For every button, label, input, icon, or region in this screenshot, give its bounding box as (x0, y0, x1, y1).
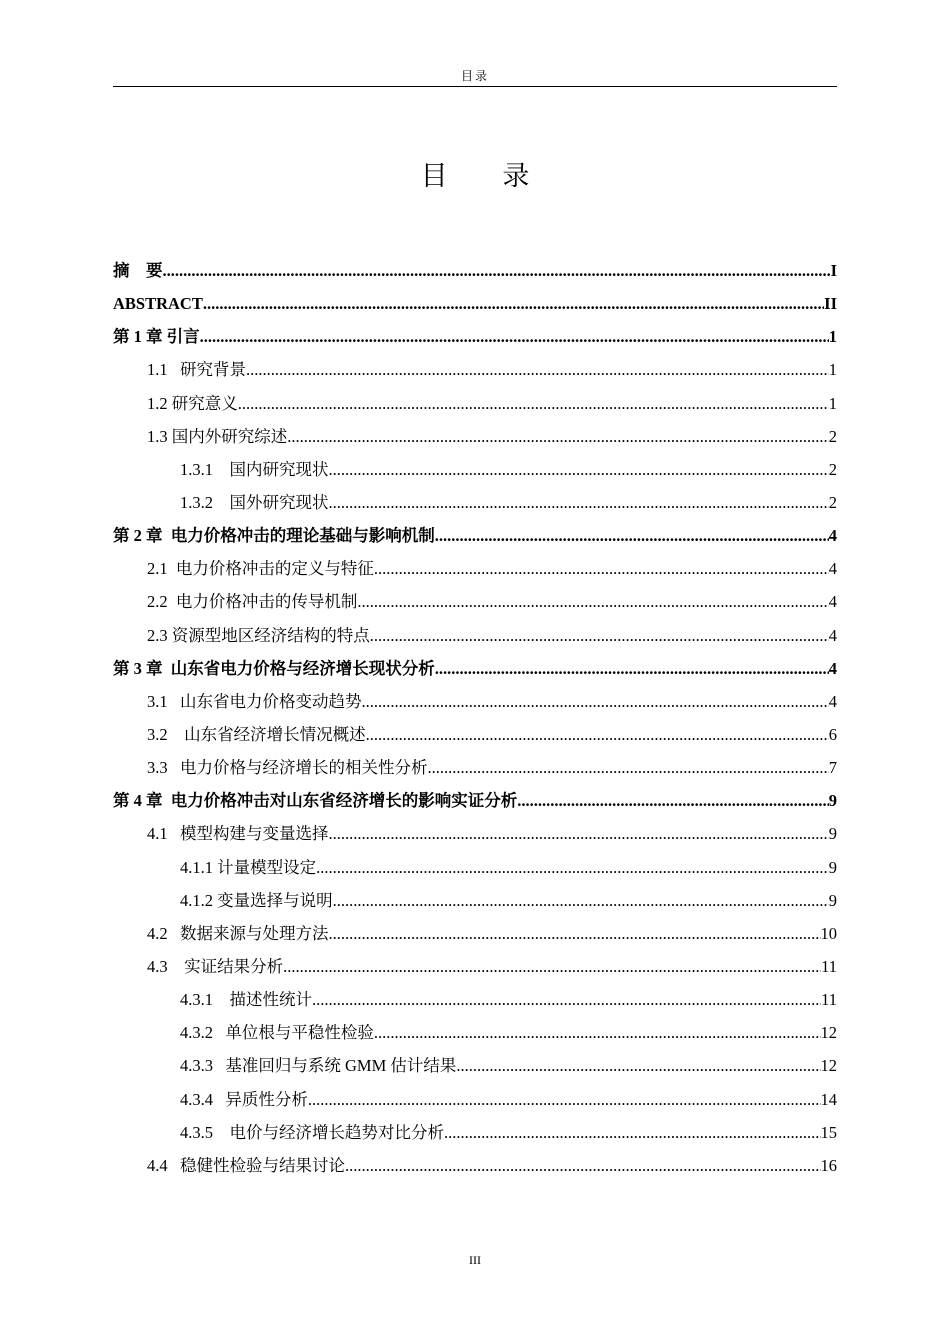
toc-entry-title: 1.2 研究意义 (147, 393, 238, 413)
toc-entry-page: 9 (828, 890, 837, 910)
toc-entry-title: 4.1 模型构建与变量选择 (147, 824, 329, 844)
toc-leader-dots (357, 585, 828, 618)
toc-entry[interactable] (113, 254, 837, 287)
toc-entry[interactable] (113, 552, 837, 585)
toc-leader-dots (435, 652, 829, 685)
toc-entry-title: 3.3 电力价格与经济增长的相关性分析 (147, 758, 428, 778)
toc-leader-dots (329, 453, 829, 486)
toc-leader-dots (345, 1149, 821, 1182)
toc-entry[interactable] (113, 619, 837, 652)
toc-entry-page: 2 (828, 492, 837, 512)
toc-entry[interactable] (113, 420, 837, 453)
toc-leader-dots (312, 983, 821, 1016)
toc-entry-page: 11 (821, 990, 837, 1010)
table-of-contents (113, 254, 837, 1182)
toc-entry-page: 1 (828, 393, 837, 413)
toc-entry-page: 2 (828, 426, 837, 446)
toc-entry-page: I (830, 261, 837, 280)
running-header: 目录 (113, 66, 837, 87)
toc-entry[interactable] (113, 353, 837, 386)
toc-entry[interactable] (113, 1116, 837, 1149)
toc-leader-dots (238, 387, 829, 420)
toc-entry-title: 3.1 山东省电力价格变动趋势 (147, 691, 362, 711)
toc-entry-page: 4 (828, 592, 837, 612)
toc-leader-dots (456, 1049, 820, 1082)
toc-entry-title: 第 1 章 引言 (113, 327, 200, 347)
toc-entry-title: 摘 要 (113, 261, 163, 280)
toc-entry[interactable] (113, 884, 837, 917)
toc-entry[interactable] (113, 1083, 837, 1116)
toc-entry[interactable] (113, 917, 837, 950)
toc-leader-dots (308, 1083, 821, 1116)
toc-entry-page: 4 (828, 559, 837, 579)
toc-entry[interactable] (113, 486, 837, 519)
toc-leader-dots (329, 917, 821, 950)
toc-entry[interactable] (113, 1149, 837, 1182)
toc-entry-title: 4.3.3 基准回归与系统 GMM 估计结果 (180, 1056, 457, 1076)
toc-leader-dots (163, 254, 831, 287)
toc-entry-title: 第 4 章 电力价格冲击对山东省经济增长的影响实证分析 (113, 791, 518, 811)
toc-entry-title: 4.1.1 计量模型设定 (180, 857, 317, 877)
toc-entry-page: 14 (820, 1089, 837, 1109)
toc-entry-page: 6 (828, 724, 837, 744)
toc-entry[interactable] (113, 817, 837, 850)
toc-entry-title: 4.3 实证结果分析 (147, 956, 284, 976)
toc-entry-title: 4.4 稳健性检验与结果讨论 (147, 1155, 345, 1175)
toc-entry-title: 4.2 数据来源与处理方法 (147, 923, 329, 943)
toc-entry-title: 4.3.1 描述性统计 (180, 990, 312, 1010)
toc-entry-title: 4.3.5 电价与经济增长趋势对比分析 (180, 1122, 444, 1142)
toc-entry-page: 1 (828, 360, 837, 380)
toc-entry[interactable] (113, 453, 837, 486)
toc-entry-page: 10 (820, 923, 837, 943)
toc-entry-title: 第 3 章 山东省电力价格与经济增长现状分析 (113, 658, 435, 678)
toc-leader-dots (370, 619, 829, 652)
toc-entry[interactable] (113, 387, 837, 420)
toc-leader-dots (444, 1116, 821, 1149)
toc-leader-dots (428, 751, 829, 784)
toc-entry-title: 1.3.1 国内研究现状 (180, 459, 329, 479)
toc-leader-dots (362, 685, 829, 718)
toc-entry-title: 4.3.4 异质性分析 (180, 1089, 308, 1109)
toc-entry[interactable] (113, 784, 837, 817)
toc-leader-dots (329, 817, 829, 850)
toc-leader-dots (203, 287, 824, 320)
toc-entry-title: 3.2 山东省经济增长情况概述 (147, 724, 366, 744)
toc-entry-title: 第 2 章 电力价格冲击的理论基础与影响机制 (113, 526, 435, 546)
toc-leader-dots (287, 420, 829, 453)
toc-entry[interactable] (113, 287, 837, 320)
toc-entry-title: 2.1 电力价格冲击的定义与特征 (147, 559, 374, 579)
toc-entry-title: ABSTRACT (113, 294, 203, 314)
toc-leader-dots (283, 950, 821, 983)
toc-leader-dots (329, 486, 829, 519)
toc-leader-dots (200, 320, 829, 353)
toc-entry-page: 4 (828, 625, 837, 645)
toc-leader-dots (374, 1016, 821, 1049)
toc-entry-page: 11 (821, 956, 837, 976)
toc-entry-page: 12 (820, 1056, 837, 1076)
toc-entry-title: 1.3 国内外研究综述 (147, 426, 288, 446)
toc-entry[interactable] (113, 1016, 837, 1049)
toc-leader-dots (316, 851, 829, 884)
toc-entry-page: 2 (828, 459, 837, 479)
toc-entry[interactable] (113, 585, 837, 618)
toc-entry-page: 4 (828, 526, 837, 546)
page-title: 目 录 (420, 161, 554, 191)
toc-entry[interactable] (113, 519, 837, 552)
toc-entry-title: 1.3.2 国外研究现状 (180, 492, 329, 512)
toc-entry[interactable] (113, 1049, 837, 1082)
toc-entry-title: 1.1 研究背景 (147, 360, 246, 380)
toc-leader-dots (366, 718, 829, 751)
toc-entry-page: 9 (828, 791, 837, 811)
toc-entry-title: 4.3.2 单位根与平稳性检验 (180, 1023, 374, 1043)
toc-entry[interactable] (113, 652, 837, 685)
toc-leader-dots (517, 784, 829, 817)
toc-entry-page: II (824, 294, 837, 314)
toc-entry[interactable] (113, 751, 837, 784)
toc-entry-page: 4 (828, 658, 837, 678)
toc-entry-page: 9 (828, 857, 837, 877)
toc-entry-title: 4.1.2 变量选择与说明 (180, 890, 333, 910)
toc-leader-dots (333, 884, 829, 917)
page-number: III (469, 1253, 481, 1267)
toc-entry-title: 2.2 电力价格冲击的传导机制 (147, 592, 358, 612)
toc-entry-page: 15 (820, 1122, 837, 1142)
toc-entry[interactable] (113, 950, 837, 983)
toc-leader-dots (246, 353, 829, 386)
toc-entry-page: 16 (820, 1155, 837, 1175)
toc-entry-page: 4 (828, 691, 837, 711)
toc-entry-page: 7 (828, 758, 837, 778)
toc-entry[interactable] (113, 320, 837, 353)
toc-entry[interactable] (113, 851, 837, 884)
toc-entry-title: 2.3 资源型地区经济结构的特点 (147, 625, 370, 645)
toc-entry-page: 1 (828, 327, 837, 347)
toc-entry[interactable] (113, 718, 837, 751)
toc-entry[interactable] (113, 685, 837, 718)
toc-entry[interactable] (113, 983, 837, 1016)
toc-entry-page: 9 (828, 824, 837, 844)
toc-leader-dots (435, 519, 829, 552)
toc-leader-dots (374, 552, 829, 585)
toc-entry-page: 12 (820, 1023, 837, 1043)
